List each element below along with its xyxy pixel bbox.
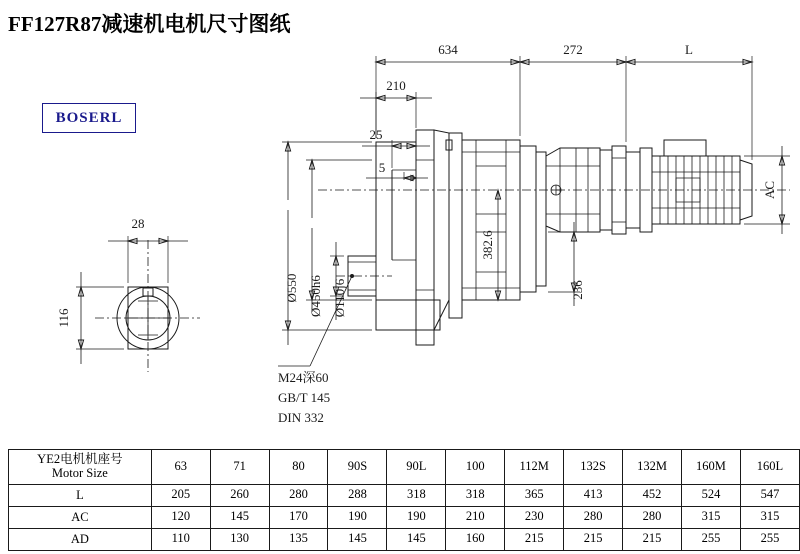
cell-AD-1: 130 [210,528,269,550]
dim-label-L: L [685,42,693,57]
cell-L-0: 205 [151,484,210,506]
motor-dimension-table [8,449,800,551]
cell-AC-0: 120 [151,506,210,528]
cell-AC-1: 145 [210,506,269,528]
brand-logo-text: BOSERL [55,109,123,126]
cell-AC-7: 280 [564,506,623,528]
cell-AD-10: 255 [740,528,799,550]
cell-L-5: 318 [446,484,505,506]
cell-L-4: 318 [387,484,446,506]
dim-label-116: 116 [56,308,71,328]
cell-L-2: 280 [269,484,328,506]
row-label-L: L [9,484,152,506]
motor-size-2: 80 [269,450,328,485]
table-header-motor-size-cn: YE2电机机座号 [37,452,123,466]
table-header-motor-size [9,450,152,485]
cell-L-10: 547 [740,484,799,506]
motor-size-1: 71 [210,450,269,485]
cell-AC-6: 230 [505,506,564,528]
row-label-AC: AC [9,506,152,528]
cell-AC-4: 190 [387,506,446,528]
cell-AD-6: 215 [505,528,564,550]
cell-AC-3: 190 [328,506,387,528]
motor-size-5: 100 [446,450,505,485]
dim-label-28: 28 [131,216,145,231]
cell-L-8: 452 [623,484,682,506]
dim-label-236: 236 [570,280,585,300]
note-gbt: GB/T 145 [278,390,331,405]
cell-AD-5: 160 [446,528,505,550]
motor-size-3: 90S [328,450,387,485]
table-header-motor-size-en: Motor Size [51,466,108,481]
cell-L-9: 524 [682,484,741,506]
motor-size-8: 132M [623,450,682,485]
table-row [9,506,800,528]
cell-AD-7: 215 [564,528,623,550]
brand-logo [42,103,136,133]
motor-size-9: 160M [682,450,741,485]
cell-AD-0: 110 [151,528,210,550]
cell-AD-2: 135 [269,528,328,550]
cell-AC-5: 210 [446,506,505,528]
cell-AC-2: 170 [269,506,328,528]
cell-L-3: 288 [328,484,387,506]
note-din: DIN 332 [278,410,324,425]
motor-size-6: 112M [505,450,564,485]
motor-size-7: 132S [564,450,623,485]
dim-label-d110: Ø110j6 [332,278,347,318]
cell-AC-9: 315 [682,506,741,528]
cell-AD-8: 215 [623,528,682,550]
note-m24: M24深60 [278,370,329,385]
dim-label-d450: Ø450h6 [308,275,323,317]
cell-AC-10: 315 [740,506,799,528]
dim-label-d550: Ø550 [284,273,299,303]
page-title: FF127R87减速机电机尺寸图纸 [8,12,291,36]
dim-label-25: 25 [369,127,383,142]
dim-label-AC: AC [762,180,777,200]
row-label-AD: AD [9,528,152,550]
dim-label-272: 272 [563,42,583,57]
dim-label-5: 5 [378,160,386,175]
cell-AC-8: 280 [623,506,682,528]
cell-AD-3: 145 [328,528,387,550]
cell-AD-9: 255 [682,528,741,550]
dim-label-210: 210 [386,78,406,93]
dim-label-634: 634 [438,42,458,57]
table-row-header [9,450,800,485]
motor-size-10: 160L [740,450,799,485]
table-row [9,484,800,506]
cell-L-7: 413 [564,484,623,506]
dim-label-382-6: 382.6 [480,230,495,260]
motor-size-0: 63 [151,450,210,485]
table-row [9,528,800,550]
motor-size-4: 90L [387,450,446,485]
cell-L-6: 365 [505,484,564,506]
cell-AD-4: 145 [387,528,446,550]
cell-L-1: 260 [210,484,269,506]
